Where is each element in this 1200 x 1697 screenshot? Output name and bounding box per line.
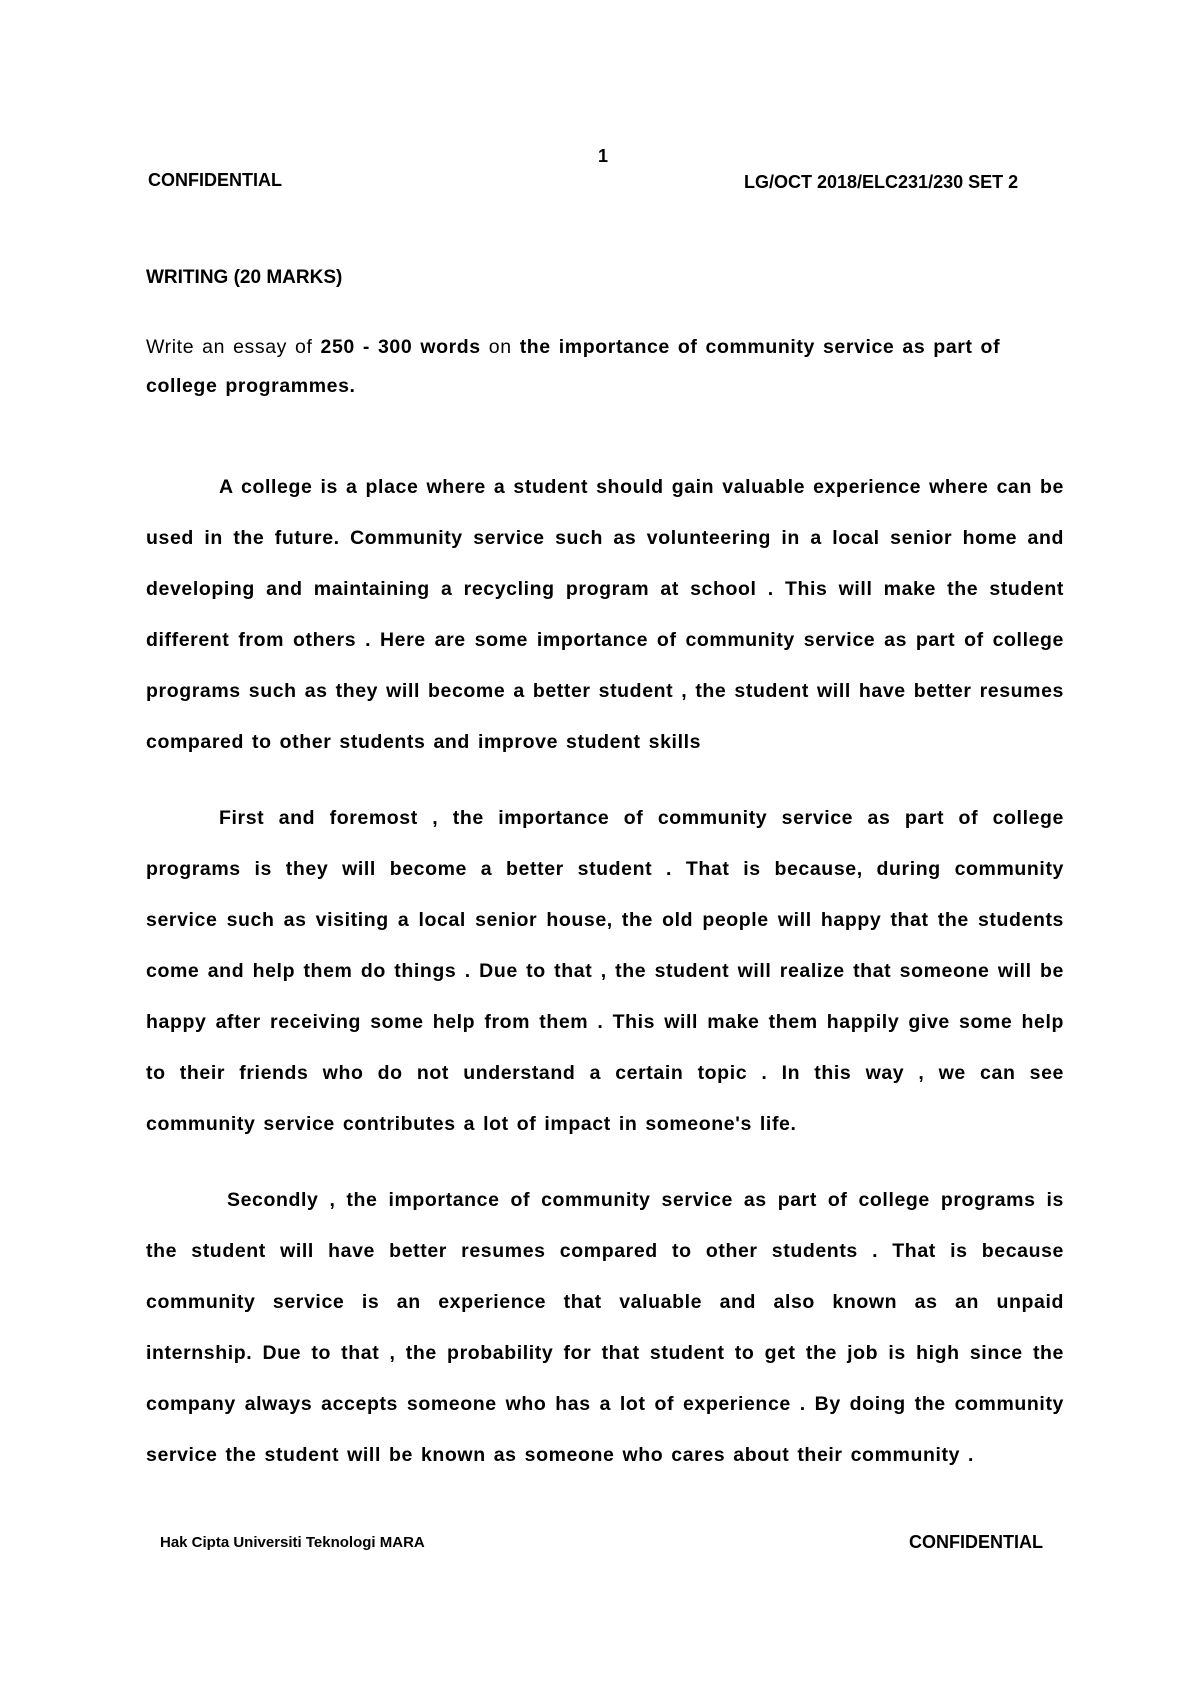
essay-body (146, 462, 1064, 1506)
prompt-text-1: Write an essay of (146, 336, 321, 358)
prompt-topic: the importance of community service as part of college programmes. (146, 336, 1001, 397)
essay-paragraph-first-point: First and foremost , the importance of community service as part of college programs is they will become a better student . That is because, during community service such as visiting a local senior house, the old people will happy that the students come and help them do things . Due to that , the student will realize that someone will be happy after receiving some help from them . This will make them happily give some help to their friends who do not understand a certain topic . In this way , we can see community service contributes a lot of impact in someone's life. (146, 807, 1064, 1135)
prompt-text-2: on (480, 336, 520, 358)
header-confidential-label: CONFIDENTIAL (148, 170, 282, 190)
essay-prompt (146, 328, 1066, 406)
header-document-code: LG/OCT 2018/ELC231/230 SET 2 (744, 172, 1019, 192)
footer-confidential-label: CONFIDENTIAL (909, 1532, 1043, 1552)
essay-paragraph-intro: A college is a place where a student should gain valuable experience where can be used in the future. Community service such as volunteering in a local senior home and developing and maintaining a recycling program at school . This will make the student different from others . Here are some importance of community service as part of college programs such as they will become a better student , the student will have better resumes compared to other students and improve student skills (146, 476, 1064, 753)
essay-paragraph-second-point: Secondly , the importance of community service as part of college programs is the student will have better resumes compared to other students . That is because community service is an experience that valuable and also known as an unpaid internship. Due to that , the probability for that student to get the job is high since the company always accepts someone who has a lot of experience . By doing the community service the student will be known as someone who cares about their community . (146, 1189, 1064, 1466)
page-number: 1 (598, 146, 609, 166)
prompt-word-count: 250 - 300 words (320, 336, 481, 358)
footer-copyright: Hak Cipta Universiti Teknologi MARA (160, 1534, 425, 1551)
section-heading: WRITING (20 MARKS) (146, 267, 343, 288)
